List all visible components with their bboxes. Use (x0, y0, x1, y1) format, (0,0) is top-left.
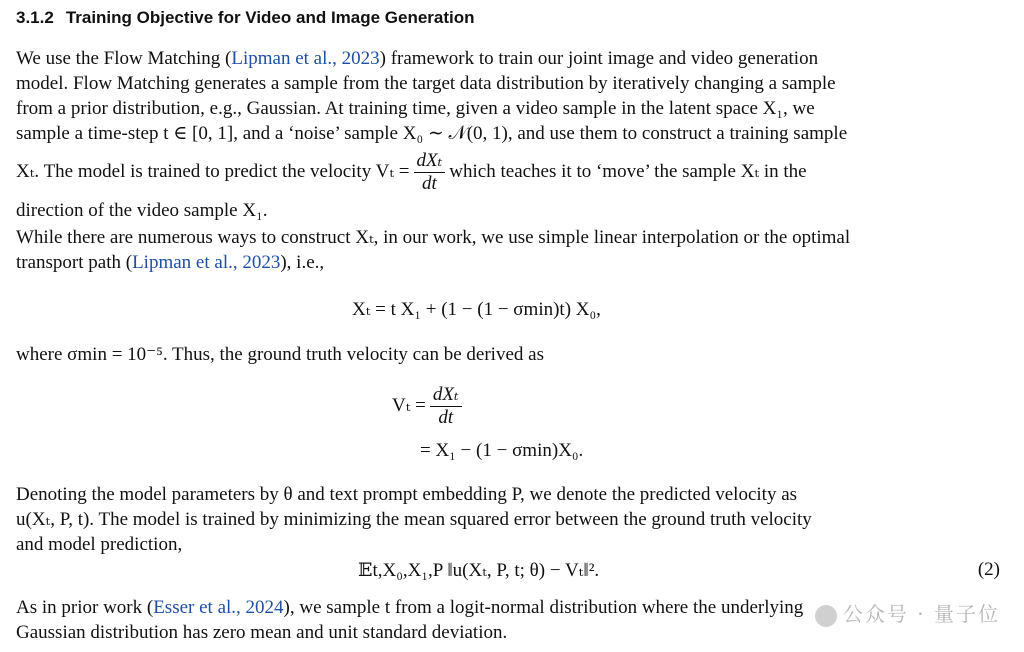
paragraph-flow-matching (16, 46, 1000, 223)
equation-number: (2) (977, 559, 1000, 580)
text-line: Denoting the model parameters by θ and text prompt embedding P, we denote the predicted velocity as (16, 484, 798, 505)
text-line (16, 46, 1000, 71)
section-title: Training Objective for Video and Image Generation (65, 8, 475, 27)
text-line: While there are numerous ways to construct Xₜ, in our work, we use simple linear interpolation or the optimal (16, 227, 851, 248)
text-span: ), we sample t from a logit-normal distribution where the underlying (283, 597, 804, 618)
text-span: ) framework to train our joint image and video generation (379, 48, 819, 69)
text-line (16, 146, 1000, 198)
citation-link[interactable]: Esser et al., 2024 (153, 597, 284, 618)
watermark-text: 公众号 · 量子位 (842, 602, 1000, 626)
paragraph-model-params (16, 482, 1000, 557)
text-span: ), i.e., (280, 252, 325, 273)
section-number: 3.1.2 (16, 8, 54, 27)
text-span: We use the Flow Matching ( (16, 48, 232, 69)
equation-lhs: Vₜ = (392, 394, 426, 416)
paragraph-sigma (16, 342, 1000, 367)
citation-link[interactable]: Lipman et al., 2023 (231, 48, 380, 69)
velocity-fraction (430, 384, 462, 429)
text-line: Gaussian distribution has zero mean and unit standard deviation. (16, 622, 508, 643)
fraction-numerator: dXₜ (414, 150, 446, 173)
text-line (16, 250, 1000, 275)
text-line: where σmin = 10⁻⁵. Thus, the ground truth velocity can be derived as (16, 344, 544, 365)
section-heading (16, 8, 475, 28)
text-span: Xₜ. The model is trained to predict the velocity Vₜ = (16, 161, 410, 182)
text-line: from a prior distribution, e.g., Gaussian. At training time, given a video sample in the latent space X₁, we (16, 98, 815, 119)
wechat-icon (815, 605, 837, 627)
text-span: transport path ( (16, 252, 133, 273)
text-line: u(Xₜ, P, t). The model is trained by minimizing the mean squared error between the ground truth velocity (16, 509, 812, 530)
velocity-fraction (414, 150, 446, 195)
text-span: which teaches it to ‘move’ the sample Xₜ in the (449, 161, 807, 182)
fraction-denominator: dt (438, 407, 454, 428)
text-line: sample a time-step t ∈ [0, 1], and a ‘noise’ sample X₀ ∼ 𝒩(0, 1), and use them to construct a training sample (16, 123, 848, 144)
text-line: direction of the video sample X₁. (16, 200, 268, 221)
text-span: As in prior work ( (16, 597, 154, 618)
equation-loss: 𝔼t,X₀,X₁,P ‖u(Xₜ, P, t; θ) − Vₜ‖². (358, 560, 600, 581)
paragraph-interpolation (16, 225, 1000, 275)
equation-velocity (392, 384, 466, 429)
fraction-numerator: dXₜ (430, 384, 462, 407)
equation-velocity-line2: = X₁ − (1 − σmin)X₀. (420, 440, 584, 461)
fraction-denominator: dt (422, 173, 437, 195)
text-line: model. Flow Matching generates a sample from the target data distribution by iteratively changing a sample (16, 73, 836, 94)
watermark (815, 598, 1000, 627)
equation-interpolation: Xₜ = t X₁ + (1 − (1 − σmin)t) X₀, (352, 299, 601, 320)
text-line: and model prediction, (16, 534, 183, 555)
citation-link[interactable]: Lipman et al., 2023 (132, 252, 281, 273)
